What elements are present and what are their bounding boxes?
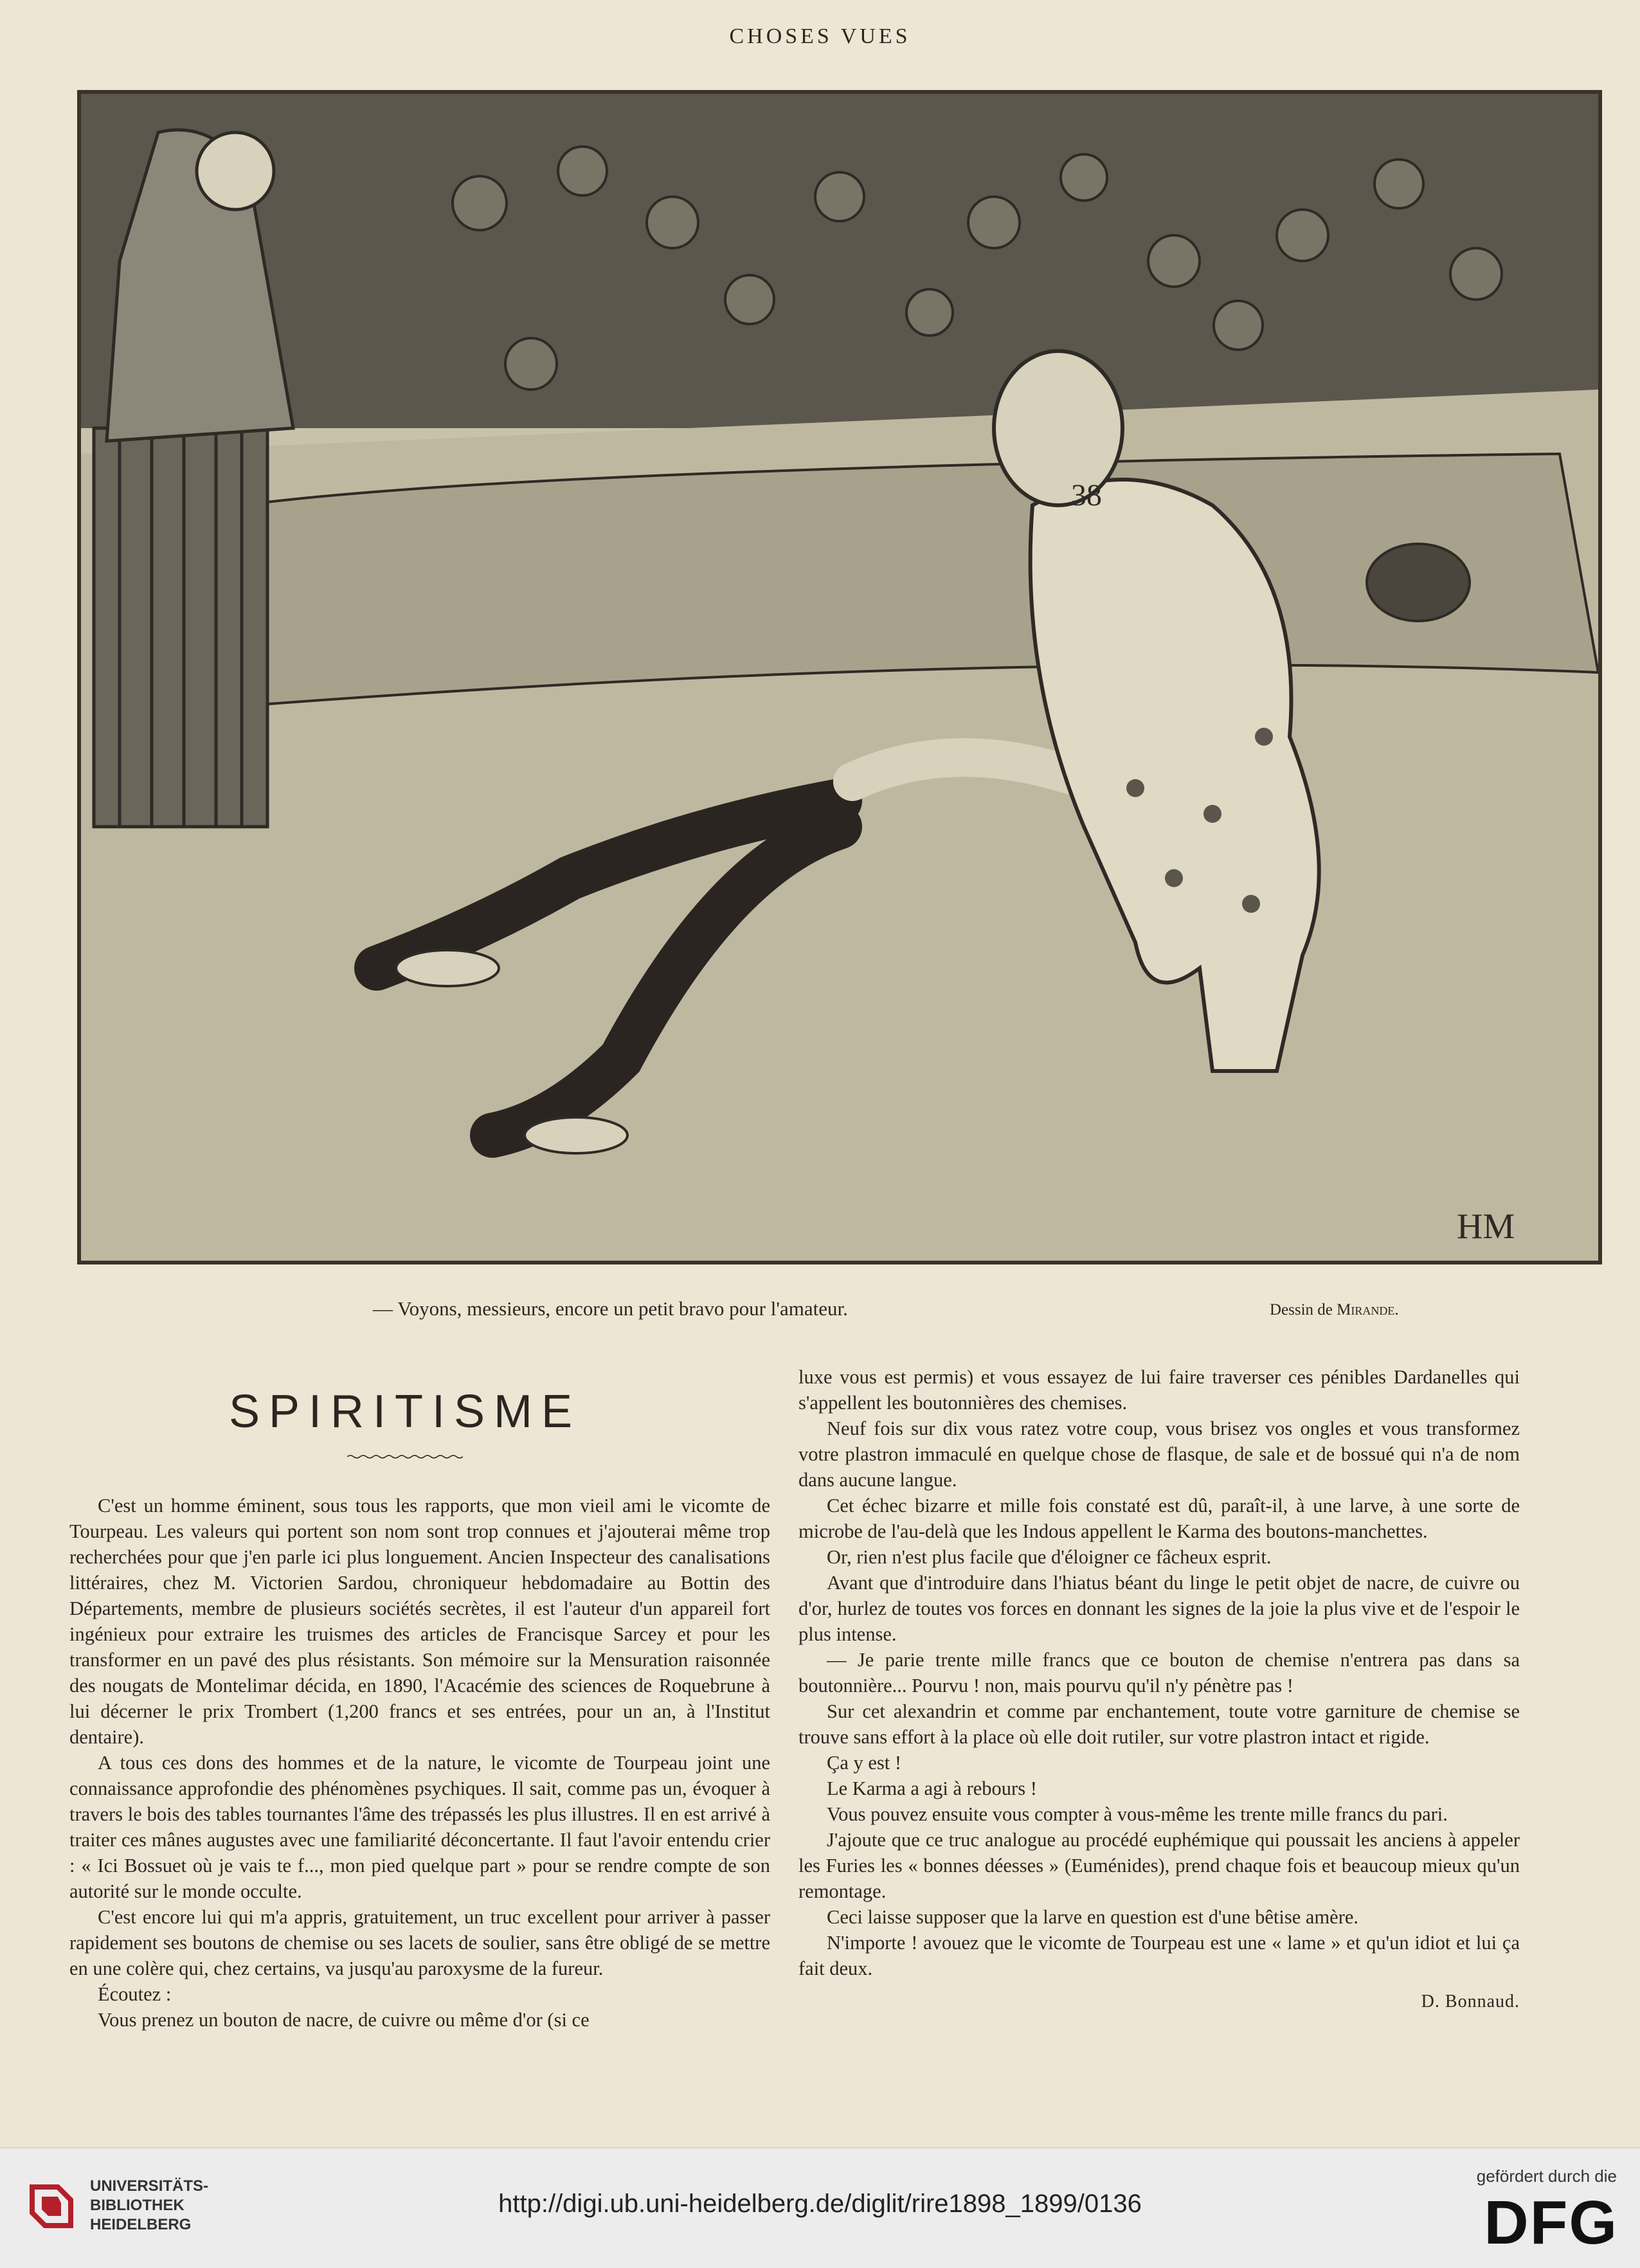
credit-artist: Mirande.	[1337, 1301, 1399, 1318]
paragraph: A tous ces dons des hommes et de la nature, le vicomte de Tourpeau joint une connaissance approfondie des phénomènes psychiques. Il sait, comme pas un, évoquer à travers le bois des tables tournantes l'âme des trépassés les plus illustres. Il en est arrivé à traiter ces mânes augustes avec une familiarité déconcertante. Il faut l'avoir entendu crier : « Ici Bossuet où je vais te f..., mon pied quelque part » pour se rendre compte de son autorité sur le monde occulte.	[69, 1752, 770, 1902]
paragraph: C'est un homme éminent, sous tous les rapports, que mon vieil ami le vicomte de Tourpeau. Les valeurs qui portent son nom sont trop connues et j'ajouterai même trop recherchées pour que j'en parle ici plus longuement. Ancien Inspecteur des canalisations littéraires, chez M. Victorien Sardou, chroniqueur hebdomadaire au Bottin des Départements, membre de plusieurs sociétés secrètes, il est l'auteur d'un appareil fort ingénieux pour extraire les truismes des articles de Francisque Sarcey et pour les transformer en un pavé des plus résistants. Son mémoire sur la Mensuration raisonnée des nougats de Montelimar décida, en 1890, l'Acacémie des sciences de Roquebrune à lui décerner le prix Trombert (1,200 francs et ses entrées, pour un an, à l'Institut dentaire).	[69, 1495, 770, 1748]
tattoo-number: 38	[1071, 478, 1102, 512]
library-name[interactable]: UNIVERSITÄTS- BIBLIOTHEK HEIDELBERG	[90, 2177, 209, 2233]
paragraph: Sur cet alexandrin et comme par enchantement, toute votre garniture de chemise se trouve sans effort à la place où elle doit rutiler, sur votre plastron intact et rigide.	[798, 1700, 1520, 1748]
paragraph: N'importe ! avouez que le vicomte de Tourpeau est une « lame » et qu'un idiot et lui ça fait deux.	[798, 1932, 1520, 1979]
paragraph: Ceci laisse supposer que la larve en question est d'une bêtise amère.	[827, 1906, 1359, 1928]
sponsor-label: gefördert durch die	[1476, 2166, 1617, 2186]
paragraph: luxe vous est permis) et vous essayez de lui faire traverser ces pénibles Dardanelles qui s'appellent les boutonnières des chemises.	[798, 1366, 1520, 1414]
paragraph: Vous pouvez ensuite vous compter à vous-même les trente mille francs du pari.	[827, 1803, 1448, 1825]
paragraph: J'ajoute que ce truc analogue au procédé euphémique qui poussait les anciens à appeler les Furies les « bonnes déesses » (Euménides), prend chaque fois et beaucoup mieux qu'un remontage.	[798, 1829, 1520, 1902]
paragraph: Ça y est !	[827, 1752, 902, 1774]
digitization-footer	[0, 2147, 1640, 2268]
author-signature: D. Bonnaud.	[1421, 1992, 1520, 2012]
article-column-left	[69, 1493, 770, 2033]
title-ornament	[347, 1454, 463, 1459]
artist-monogram: HM	[1457, 1207, 1515, 1246]
paragraph: Or, rien n'est plus facile que d'éloigner ce fâcheux esprit.	[827, 1546, 1272, 1568]
paragraph: Avant que d'introduire dans l'hiatus béant du linge le petit objet de nacre, de cuivre ou d'or, hurlez de toutes vos forces en donnant les signes de la joie la plus vive et de l'espoir le plus intense.	[798, 1572, 1520, 1645]
article-column-right	[798, 1364, 1520, 2015]
illustration-credit	[1270, 1301, 1399, 1319]
dfg-logo[interactable]: DFG	[1484, 2188, 1618, 2257]
paragraph: Cet échec bizarre et mille fois constaté est dû, paraît-il, à une larve, à une sorte de microbe de l'au-delà que les Indous appellent le Karma des boutons-manchettes.	[798, 1495, 1520, 1542]
paragraph: Vous prenez un bouton de nacre, de cuivre ou même d'or (si ce	[98, 2009, 590, 2031]
cartoon-drawing	[81, 94, 1598, 1261]
article-title: SPIRITISME	[228, 1386, 582, 1437]
cartoon-illustration	[77, 90, 1602, 1264]
credit-prefix: Dessin de	[1270, 1301, 1333, 1318]
paragraph: — Je parie trente mille francs que ce bouton de chemise n'entrera pas dans sa boutonnière... Pourvu ! non, mais pourvu qu'il n'y pénètre pas !	[798, 1649, 1520, 1697]
running-head: CHOSES VUES	[729, 24, 911, 48]
paragraph: Le Karma a agi à rebours !	[827, 1778, 1037, 1799]
page-permalink[interactable]: http://digi.ub.uni-heidelberg.de/diglit/rire1898_1899/0136	[498, 2190, 1142, 2218]
illustration-caption: — Voyons, messieurs, encore un petit bravo pour l'amateur.	[373, 1297, 848, 1320]
paragraph: Neuf fois sur dix vous ratez votre coup, vous brisez vos ongles et vous transformez votre plastron immaculé en quelque chose de flasque, de sale et de bossué qui n'a de nom dans aucune langue.	[798, 1418, 1520, 1491]
paragraph: Écoutez :	[98, 1983, 172, 2005]
paragraph: C'est encore lui qui m'a appris, gratuitement, un truc excellent pour arriver à passer rapidement ses boutons de chemise ou ses lacets de soulier, sans être obligé de se mettre en une colère qui, chez certains, va jusqu'au paroxysme de la fureur.	[69, 1906, 770, 1979]
